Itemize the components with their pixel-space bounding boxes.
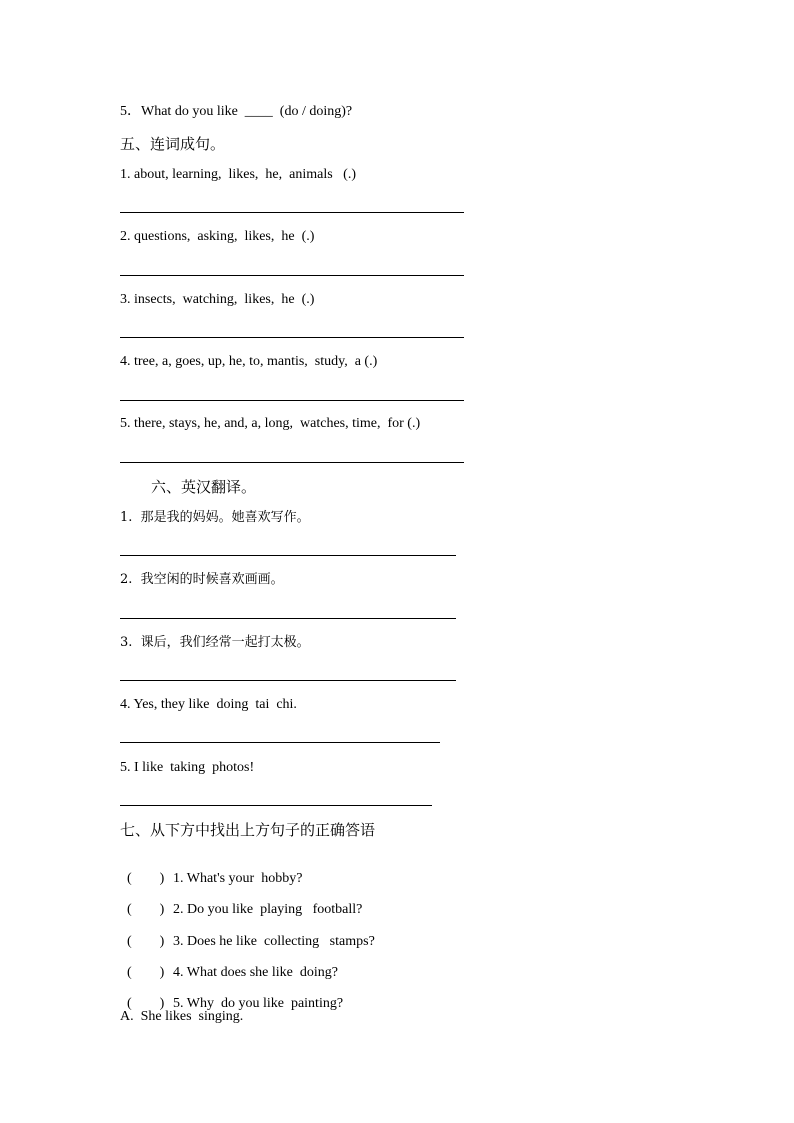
s5-item-2: 2. questions, asking, likes, he (.)	[120, 229, 315, 244]
section-6-title: 六、英汉翻译。	[151, 478, 257, 496]
answer-blank: ( )	[127, 965, 165, 980]
answer-line	[120, 275, 464, 276]
s6-item-4: 4. Yes, they like doing tai chi.	[120, 697, 297, 712]
answer-blank: ( )	[127, 934, 165, 949]
s6-item-3: 3. 课后，我们经常一起打太极。	[120, 635, 310, 650]
s6-item-2: 2. 我空闲的时候喜欢画画。	[120, 572, 284, 587]
s7-answer-a: A. She likes singing.	[120, 1009, 244, 1024]
answer-blank: ( )	[127, 996, 165, 1011]
answer-line	[120, 805, 432, 806]
s7-question-text: 4. What does she like doing?	[173, 965, 338, 980]
s7-question-text: 3. Does he like collecting stamps?	[173, 934, 375, 949]
s5-item-1: 1. about, learning, likes, he, animals (.)	[120, 167, 356, 182]
s7-question-2	[120, 883, 362, 919]
s5-item-5: 5. there, stays, he, and, a, long, watches, time, for (.)	[120, 416, 421, 431]
s7-question-text: 1. What's your hobby?	[173, 871, 303, 886]
s5-item-3: 3. insects, watching, likes, he (.)	[120, 292, 315, 307]
s6-item-5: 5. I like taking photos!	[120, 760, 255, 775]
s7-question-text: 5. Why do you like painting?	[173, 996, 344, 1011]
s5-item-4: 4. tree, a, goes, up, he, to, mantis, study, a (.)	[120, 354, 378, 369]
section-5-title: 五、连词成句。	[120, 135, 226, 153]
answer-line	[120, 337, 464, 338]
s6-item-1: 1. 那是我的妈妈。她喜欢写作。	[120, 510, 310, 525]
answer-line	[120, 742, 440, 743]
answer-line	[120, 462, 464, 463]
answer-line	[120, 618, 456, 619]
answer-blank: ( )	[127, 902, 165, 917]
s7-question-text: 2. Do you like playing football?	[173, 902, 363, 917]
answer-line	[120, 400, 464, 401]
answer-line	[120, 212, 464, 213]
answer-line	[120, 680, 456, 681]
question-5-fill-blank: 5．What do you like ____ (do / doing)?	[120, 104, 353, 119]
answer-line	[120, 555, 456, 556]
section-7-title: 七、从下方中找出上方句子的正确答语	[120, 821, 376, 839]
answer-blank: ( )	[127, 871, 165, 886]
